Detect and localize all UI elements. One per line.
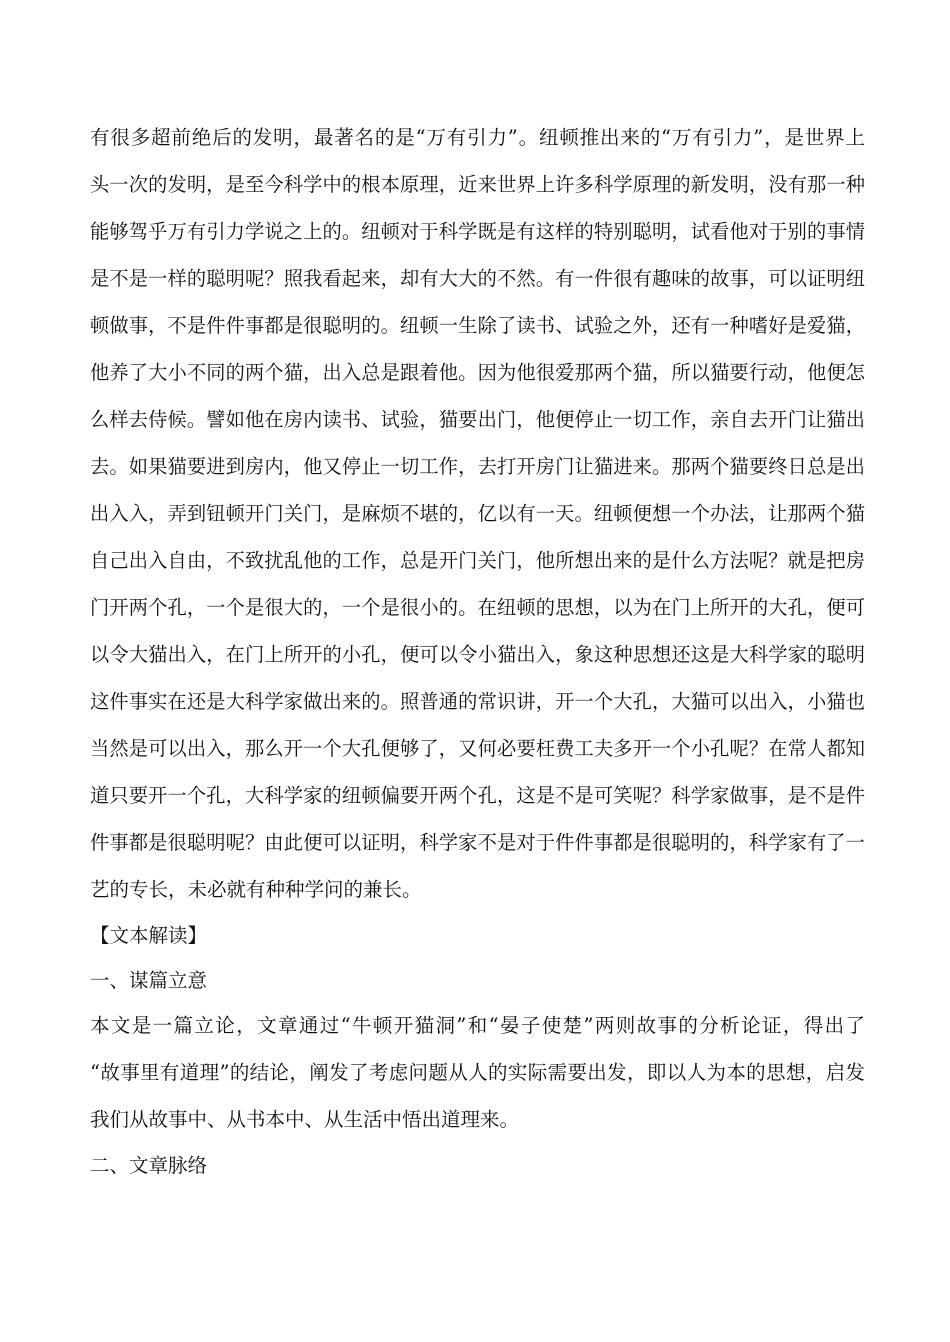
story-line-7: 么样去侍候。譬如他在房内读书、试验，猫要出门，他便停止一切工作，亲自去开门让猫出 bbox=[90, 408, 865, 431]
story-line-6: 他养了大小不同的两个猫，出入总是跟着他。因为他很爱那两个猫，所以猫要行动，他便怎 bbox=[90, 361, 865, 384]
part2-heading: 二、文章脉络 bbox=[90, 1154, 208, 1177]
story-line-8: 去。如果猫要进到房内，他又停止一切工作，去打开房门让猫进来。那两个猫要终日总是出 bbox=[90, 455, 865, 478]
story-line-4: 是不是一样的聪明呢？照我看起来，却有大大的不然。有一件很有趣味的故事，可以证明纽 bbox=[90, 267, 865, 290]
section-title: 【文本解读】 bbox=[90, 924, 208, 947]
story-line-16: 件事都是很聪明呢？由此便可以证明，科学家不是对于件件事都是很聪明的，科学家有了一 bbox=[90, 831, 865, 854]
story-line-2: 头一次的发明，是至今科学中的根本原理，近来世界上许多科学原理的新发明，没有那一种 bbox=[90, 173, 865, 196]
story-line-10: 自己出入自由，不致扰乱他的工作，总是开门关门，他所想出来的是什么方法呢？就是把房 bbox=[90, 549, 865, 572]
story-line-17: 艺的专长，未必就有种种学问的兼长。 bbox=[90, 878, 422, 901]
story-line-3: 能够驾乎万有引力学说之上的。纽顿对于科学既是有这样的特别聪明，试看他对于别的事情 bbox=[90, 220, 865, 243]
story-line-12: 以令大猫出入，在门上所开的小孔，便可以令小猫出入，象这种思想还这是大科学家的聪明 bbox=[90, 643, 865, 666]
part1-line-1: 本文是一篇立论，文章通过“牛顿开猫洞”和“晏子使楚”两则故事的分析论证，得出了 bbox=[90, 1014, 865, 1037]
part1-heading: 一、谋篇立意 bbox=[90, 969, 208, 992]
story-line-9: 出入入，弄到钮顿开门关门，是麻烦不堪的，亿以有一天。纽顿便想一个办法，让那两个猫 bbox=[90, 502, 865, 525]
story-line-14: 当然是可以出入，那么开一个大孔便够了，又何必要枉费工夫多开一个小孔呢？在常人都知 bbox=[90, 737, 865, 760]
part1-line-2: “故事里有道理”的结论，阐发了考虑问题从人的实际需要出发，即以人为本的思想，启发 bbox=[90, 1061, 865, 1084]
story-line-13: 这件事实在还是大科学家做出来的。照普通的常识讲，开一个大孔，大猫可以出入，小猫也 bbox=[90, 690, 865, 713]
story-line-11: 门开两个孔，一个是很大的，一个是很小的。在纽顿的思想，以为在门上所开的大孔，便可 bbox=[90, 596, 865, 619]
story-line-1: 有很多超前绝后的发明，最著名的是“万有引力”。纽顿推出来的“万有引力”，是世界上 bbox=[90, 126, 865, 149]
part1-line-3: 我们从故事中、从书本中、从生活中悟出道理来。 bbox=[90, 1108, 520, 1131]
story-line-15: 道只要开一个孔，大科学家的纽顿偏要开两个孔，这是不是可笑呢？科学家做事，是不是件 bbox=[90, 784, 865, 807]
story-line-5: 顿做事，不是件件事都是很聪明的。纽顿一生除了读书、试验之外，还有一种嗜好是爱猫， bbox=[90, 314, 865, 337]
